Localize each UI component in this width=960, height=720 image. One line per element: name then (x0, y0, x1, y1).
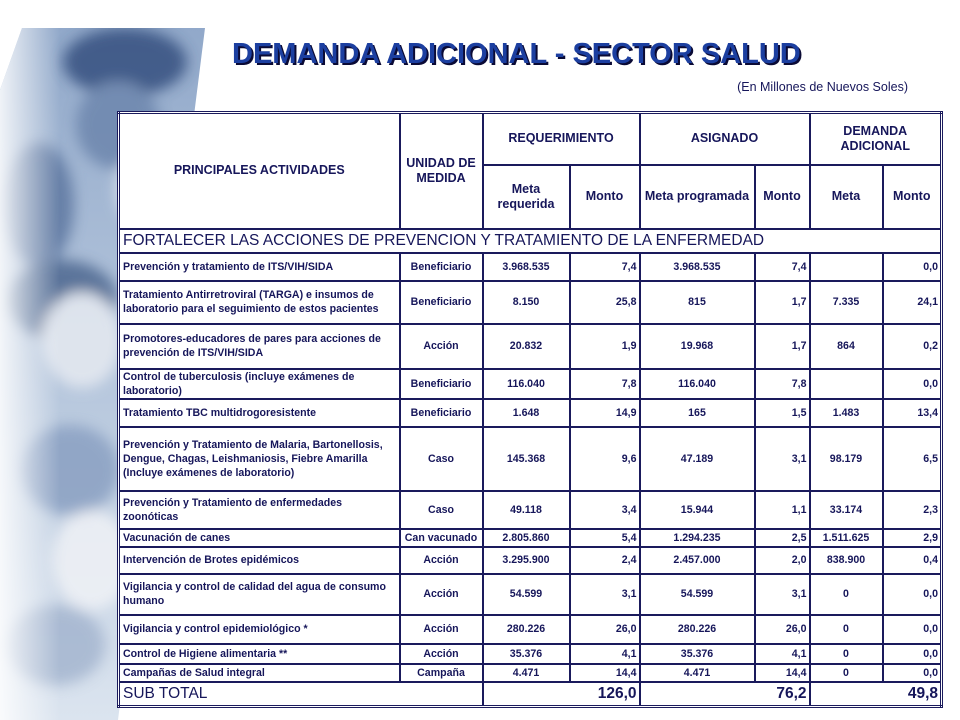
monto-demanda-cell: 0,0 (883, 369, 942, 399)
unit-cell: Acción (400, 615, 483, 644)
unit-cell: Caso (400, 427, 483, 491)
monto-demanda-cell: 0,0 (883, 664, 942, 682)
table-body (119, 229, 942, 707)
meta-demanda-cell: 0 (810, 664, 883, 682)
activity-cell: Tratamiento Antirretroviral (TARGA) e insumos de laboratorio para el seguimiento de estos pacientes (119, 281, 400, 324)
meta-requerida-cell: 2.805.860 (483, 529, 570, 547)
activity-cell: Vacunación de canes (119, 529, 400, 547)
monto-demanda-cell: 2,3 (883, 491, 942, 529)
activity-cell: Vigilancia y control epidemiológico * (119, 615, 400, 644)
monto-requerido-cell: 5,4 (570, 529, 640, 547)
unit-cell: Campaña (400, 664, 483, 682)
section-row (119, 229, 942, 253)
activity-cell: Intervención de Brotes epidémicos (119, 547, 400, 574)
demand-table (117, 111, 943, 708)
monto-asignado-cell: 26,0 (755, 615, 810, 644)
subtotal-monto-requerido: 126,0 (483, 682, 640, 707)
meta-requerida-cell: 8.150 (483, 281, 570, 324)
monto-demanda-cell: 0,2 (883, 324, 942, 369)
monto-asignado-cell: 7,4 (755, 253, 810, 281)
table-row (119, 547, 942, 574)
table-row (119, 324, 942, 369)
header-row-groups (119, 113, 942, 165)
table-row (119, 529, 942, 547)
unit-cell: Can vacunado (400, 529, 483, 547)
meta-programada-cell: 35.376 (640, 644, 755, 664)
activity-cell: Prevención y tratamiento de ITS/VIH/SIDA (119, 253, 400, 281)
table-row (119, 491, 942, 529)
activity-cell: Control de Higiene alimentaria ** (119, 644, 400, 664)
meta-requerida-cell: 35.376 (483, 644, 570, 664)
monto-asignado-cell: 1,7 (755, 324, 810, 369)
activity-cell: Campañas de Salud integral (119, 664, 400, 682)
meta-programada-cell: 1.294.235 (640, 529, 755, 547)
header-meta-requerida: Meta requerida (483, 165, 570, 229)
meta-requerida-cell: 4.471 (483, 664, 570, 682)
monto-requerido-cell: 7,8 (570, 369, 640, 399)
monto-asignado-cell: 1,7 (755, 281, 810, 324)
meta-programada-cell: 2.457.000 (640, 547, 755, 574)
monto-requerido-cell: 2,4 (570, 547, 640, 574)
monto-requerido-cell: 1,9 (570, 324, 640, 369)
meta-requerida-cell: 116.040 (483, 369, 570, 399)
table-row (119, 664, 942, 682)
monto-asignado-cell: 1,5 (755, 399, 810, 427)
meta-programada-cell: 19.968 (640, 324, 755, 369)
table-row (119, 615, 942, 644)
header-meta-demanda: Meta (810, 165, 883, 229)
meta-demanda-cell (810, 369, 883, 399)
monto-requerido-cell: 14,9 (570, 399, 640, 427)
monto-asignado-cell: 2,0 (755, 547, 810, 574)
monto-requerido-cell: 26,0 (570, 615, 640, 644)
subtotal-monto-asignado: 76,2 (640, 682, 810, 707)
monto-requerido-cell: 3,1 (570, 574, 640, 615)
header-requerimiento: REQUERIMIENTO (483, 113, 640, 165)
header-monto-requerido: Monto (570, 165, 640, 229)
page-title: DEMANDA ADICIONAL - SECTOR SALUD (232, 38, 801, 70)
monto-demanda-cell: 24,1 (883, 281, 942, 324)
unit-cell: Acción (400, 324, 483, 369)
meta-requerida-cell: 49.118 (483, 491, 570, 529)
subtotal-monto-demanda: 49,8 (810, 682, 942, 707)
meta-demanda-cell (810, 253, 883, 281)
meta-programada-cell: 815 (640, 281, 755, 324)
monto-asignado-cell: 14,4 (755, 664, 810, 682)
meta-requerida-cell: 280.226 (483, 615, 570, 644)
meta-requerida-cell: 145.368 (483, 427, 570, 491)
table-row (119, 427, 942, 491)
meta-programada-cell: 280.226 (640, 615, 755, 644)
monto-requerido-cell: 14,4 (570, 664, 640, 682)
meta-demanda-cell: 33.174 (810, 491, 883, 529)
monto-asignado-cell: 4,1 (755, 644, 810, 664)
monto-demanda-cell: 6,5 (883, 427, 942, 491)
monto-demanda-cell: 0,0 (883, 574, 942, 615)
meta-requerida-cell: 54.599 (483, 574, 570, 615)
meta-programada-cell: 3.968.535 (640, 253, 755, 281)
table-row (119, 574, 942, 615)
header-principales-actividades: PRINCIPALES ACTIVIDADES (119, 113, 400, 229)
monto-demanda-cell: 0,0 (883, 253, 942, 281)
header-monto-asignado: Monto (755, 165, 810, 229)
table-row (119, 399, 942, 427)
unit-cell: Acción (400, 644, 483, 664)
table-row (119, 644, 942, 664)
activity-cell: Prevención y Tratamiento de enfermedades zoonóticas (119, 491, 400, 529)
monto-requerido-cell: 7,4 (570, 253, 640, 281)
table-row (119, 281, 942, 324)
section-title: FORTALECER LAS ACCIONES DE PREVENCION Y TRATAMIENTO DE LA ENFERMEDAD (119, 229, 942, 253)
unit-cell: Beneficiario (400, 253, 483, 281)
unit-cell: Acción (400, 574, 483, 615)
unit-cell: Caso (400, 491, 483, 529)
subtotal-label: SUB TOTAL (119, 682, 483, 707)
monto-demanda-cell: 0,0 (883, 644, 942, 664)
meta-demanda-cell: 1.483 (810, 399, 883, 427)
meta-demanda-cell: 1.511.625 (810, 529, 883, 547)
monto-asignado-cell: 7,8 (755, 369, 810, 399)
table-row (119, 369, 942, 399)
meta-demanda-cell: 98.179 (810, 427, 883, 491)
monto-requerido-cell: 25,8 (570, 281, 640, 324)
monto-demanda-cell: 2,9 (883, 529, 942, 547)
meta-demanda-cell: 864 (810, 324, 883, 369)
monto-requerido-cell: 3,4 (570, 491, 640, 529)
meta-programada-cell: 4.471 (640, 664, 755, 682)
meta-demanda-cell: 0 (810, 574, 883, 615)
monto-asignado-cell: 3,1 (755, 427, 810, 491)
monto-demanda-cell: 0,4 (883, 547, 942, 574)
monto-requerido-cell: 4,1 (570, 644, 640, 664)
meta-demanda-cell: 7.335 (810, 281, 883, 324)
activity-cell: Prevención y Tratamiento de Malaria, Bartonellosis, Dengue, Chagas, Leishmaniosis, Fiebre Amarilla (Incluye exámenes de laboratorio) (119, 427, 400, 491)
meta-requerida-cell: 20.832 (483, 324, 570, 369)
meta-demanda-cell: 838.900 (810, 547, 883, 574)
unit-cell: Beneficiario (400, 369, 483, 399)
meta-requerida-cell: 3.968.535 (483, 253, 570, 281)
header-unidad-de-medida: UNIDAD DE MEDIDA (400, 113, 483, 229)
header-monto-demanda: Monto (883, 165, 942, 229)
activity-cell: Tratamiento TBC multidrogoresistente (119, 399, 400, 427)
monto-demanda-cell: 0,0 (883, 615, 942, 644)
activity-cell: Promotores-educadores de pares para acciones de prevención de ITS/VIH/SIDA (119, 324, 400, 369)
monto-requerido-cell: 9,6 (570, 427, 640, 491)
unit-cell: Acción (400, 547, 483, 574)
subtotal-row (119, 682, 942, 707)
unit-cell: Beneficiario (400, 399, 483, 427)
header-asignado: ASIGNADO (640, 113, 810, 165)
unit-cell: Beneficiario (400, 281, 483, 324)
meta-programada-cell: 116.040 (640, 369, 755, 399)
monto-asignado-cell: 1,1 (755, 491, 810, 529)
meta-programada-cell: 47.189 (640, 427, 755, 491)
activity-cell: Vigilancia y control de calidad del agua de consumo humano (119, 574, 400, 615)
header-demanda-adicional: DEMANDA ADICIONAL (810, 113, 942, 165)
meta-programada-cell: 54.599 (640, 574, 755, 615)
monto-asignado-cell: 3,1 (755, 574, 810, 615)
meta-demanda-cell: 0 (810, 644, 883, 664)
activity-cell: Control de tuberculosis (incluye exámenes de laboratorio) (119, 369, 400, 399)
page-subtitle: (En Millones de Nuevos Soles) (737, 80, 908, 94)
meta-programada-cell: 15.944 (640, 491, 755, 529)
meta-requerida-cell: 3.295.900 (483, 547, 570, 574)
table-row (119, 253, 942, 281)
meta-requerida-cell: 1.648 (483, 399, 570, 427)
monto-demanda-cell: 13,4 (883, 399, 942, 427)
meta-demanda-cell: 0 (810, 615, 883, 644)
meta-programada-cell: 165 (640, 399, 755, 427)
header-meta-programada: Meta programada (640, 165, 755, 229)
monto-asignado-cell: 2,5 (755, 529, 810, 547)
